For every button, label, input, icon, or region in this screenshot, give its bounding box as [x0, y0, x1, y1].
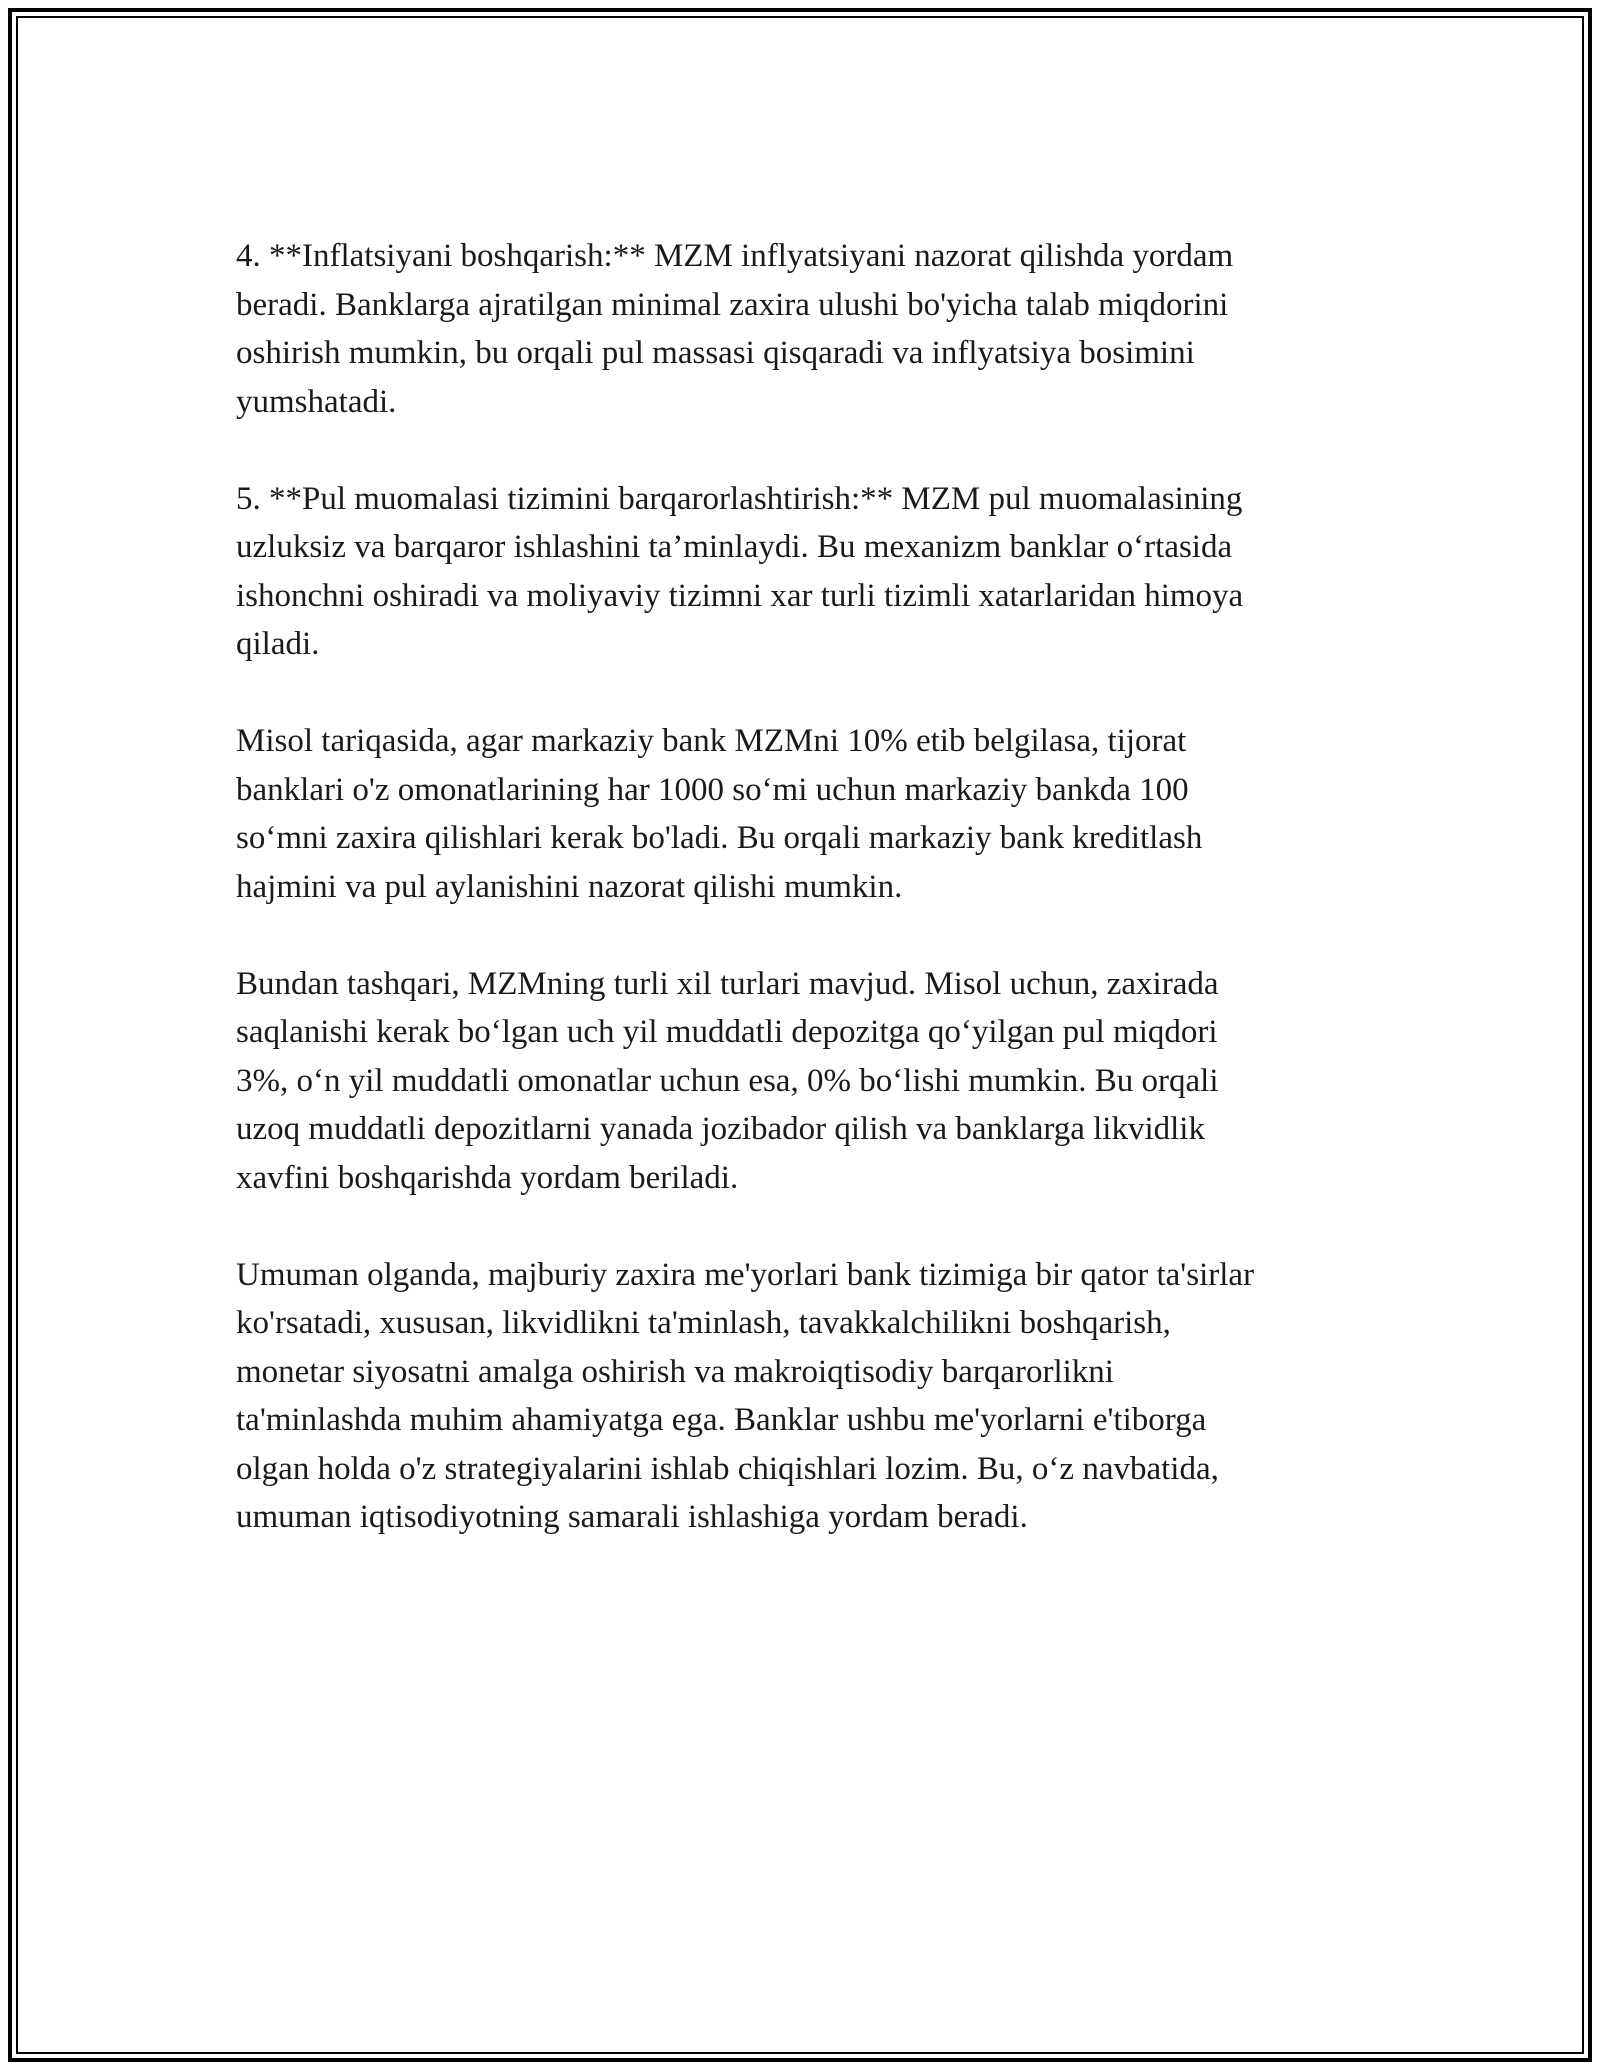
- paragraph-monetary-stability: [236, 475, 1376, 669]
- text-line: saqlanishi kerak bo‘lgan uch yil muddatli depozitga qo‘yilgan pul miqdori: [236, 1014, 1218, 1050]
- text-line: xavfini boshqarishda yordam beriladi.: [236, 1159, 739, 1196]
- text-line: olgan holda o'z strategiyalarini ishlab chiqishlari lozim. Bu, o‘z navbatida,: [236, 1450, 1219, 1487]
- text-line: beradi. Banklarga ajratilgan minimal zaxira ulushi bo'yicha talab miqdorini: [236, 286, 1229, 323]
- text-line: 4. **Inflatsiyani boshqarish:** MZM inflyatsiyani nazorat qilishda yordam: [236, 238, 1234, 274]
- text-line: Umuman olganda, majburiy zaxira me'yorlari bank tizimiga bir qator ta'sirlar: [236, 1256, 1255, 1293]
- text-line: qiladi.: [236, 626, 320, 662]
- text-line: ta'minlashda muhim ahamiyatga ega. Banklar ushbu me'yorlarni e'tiborga: [236, 1402, 1207, 1438]
- paragraph-inflation-control: [236, 232, 1376, 426]
- text-line: yumshatadi.: [236, 383, 397, 420]
- paragraph-conclusion: [236, 1251, 1376, 1542]
- text-line: 3%, o‘n yil muddatli omonatlar uchun esa, 0% bo‘lishi mumkin. Bu orqali: [236, 1062, 1219, 1099]
- text-line: oshirish mumkin, bu orqali pul massasi qisqaradi va inflyatsiya bosimini: [236, 335, 1195, 371]
- text-line: 5. **Pul muomalasi tizimini barqarorlashtirish:** MZM pul muomalasining: [236, 480, 1243, 517]
- text-line: monetar siyosatni amalga oshirish va makroiqtisodiy barqarorlikni: [236, 1353, 1114, 1390]
- text-line: banklari o'z omonatlarining har 1000 so‘mi uchun markaziy bankda 100: [236, 771, 1189, 808]
- text-line: Misol tariqasida, agar markaziy bank MZMni 10% etib belgilasa, tijorat: [236, 723, 1187, 759]
- text-line: uzluksiz va barqaror ishlashini ta’minlaydi. Bu mexanizm banklar o‘rtasida: [236, 529, 1233, 565]
- text-line: uzoq muddatli depozitlarni yanada jozibador qilish va banklarga likvidlik: [236, 1111, 1205, 1147]
- paragraph-reserve-types: [236, 960, 1376, 1203]
- text-line: ko'rsatadi, xususan, likvidlikni ta'minlash, tavakkalchilikni boshqarish,: [236, 1305, 1171, 1341]
- text-line: ishonchni oshiradi va moliyaviy tizimni xar turli tizimli xatarlaridan himoya: [236, 577, 1244, 614]
- text-line: so‘mni zaxira qilishlari kerak bo'ladi. Bu orqali markaziy bank kreditlash: [236, 820, 1203, 856]
- text-line: hajmini va pul aylanishini nazorat qilishi mumkin.: [236, 868, 903, 905]
- paragraph-example: [236, 717, 1376, 911]
- text-line: Bundan tashqari, MZMning turli xil turlari mavjud. Misol uchun, zaxirada: [236, 965, 1219, 1002]
- text-line: umuman iqtisodiyotning samarali ishlashiga yordam beradi.: [236, 1499, 1028, 1535]
- document-body: [236, 232, 1376, 1590]
